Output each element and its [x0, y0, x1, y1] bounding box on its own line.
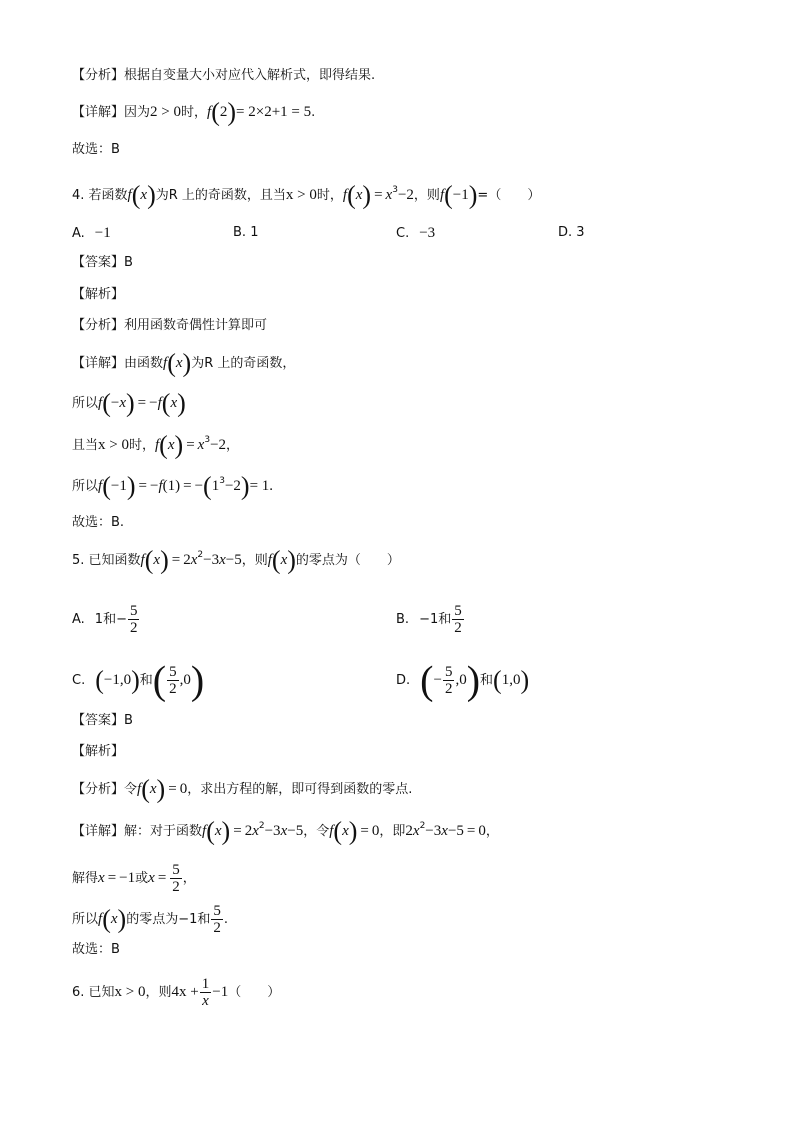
q5-detail: 【详解】解：对于函数$f(x) = 2x^2-3x-5$，令f(x) = 0，即$2x^2-3x-5 = 0$， [72, 816, 499, 846]
detail-tag: 【详解】 [72, 105, 125, 120]
q3-end: . [311, 105, 316, 120]
q4-option-c: C. −3 [396, 225, 436, 241]
q4-stem-prefix: 4. 若函数 [72, 188, 128, 203]
q3-time: 时， [181, 105, 208, 120]
q3-analysis [72, 66, 375, 86]
q5-option-a: A. 1和− $\frac{5}{2}$ [72, 603, 138, 636]
q4-step-2: 且当x > 0时，$f(x) = x^3-2$， [72, 430, 240, 460]
q4-option-d: D. 3 [558, 225, 585, 240]
q4-step-1: 所以f(−x) = −f(x) [72, 388, 186, 418]
q5-analysis: 【分析】令f(x) = 0，求出方程的解，即可得到函数的零点. [72, 774, 413, 804]
q3-detail-prefix: 因为 [124, 105, 151, 120]
q5-explanation-tag: 【解析】 [72, 744, 125, 759]
q4-blank: =（ ） [477, 188, 541, 203]
q3-detail: 【详解】因为2 > 0时，f(2)= 2×2+1 = 5. [72, 97, 316, 127]
q4-step-3: 所以$f(-1) = -f(1) = -(1^3-2)= 1$. [72, 471, 274, 501]
q4-stem: 4. 若函数f(x)为R 上的奇函数，且当x > 0时，$f(x) = x^3-2$，则f(−1)=（ ） [72, 180, 541, 210]
q5-solve: 解得x = −1或x = $\frac{5}{2}$ ， [72, 862, 196, 895]
q4-eq-rhs: −2 [397, 187, 414, 203]
q4-option-b: B. 1 [233, 225, 259, 240]
analysis-tag: 【分析】 [72, 68, 125, 83]
q5-conclusion: 所以f(x)的零点为−1和 $\frac{5}{2}$ . [72, 903, 229, 936]
q5-option-d: D. (− $\frac{5}{2}$ ,0)和(1,0) [396, 657, 530, 703]
q4-stem-tail: ，则 [413, 188, 440, 203]
q4-cond: x > 0 [285, 187, 317, 203]
q4-explanation-tag: 【解析】 [72, 287, 125, 302]
q4-analysis: 【分析】利用函数奇偶性计算即可 [72, 318, 268, 333]
q4-option-a: A. −1 [72, 225, 111, 241]
q4-detail: 【详解】由函数f(x)为R 上的奇函数， [72, 348, 296, 378]
q3-choice: 故选：B [72, 142, 120, 157]
q4-stem-mid: 为R 上的奇函数，且当 [155, 188, 286, 203]
q3-analysis-text: 根据自变量大小对应代入解析式，即得结果. [124, 68, 376, 83]
q5-choice: 故选：B [72, 942, 120, 957]
q3-eq: = 2×2+1 = 5 [236, 104, 312, 120]
q6-stem: 6. 已知x > 0，则4x + $\frac{1}{x}$ −1（ ） [72, 976, 281, 1009]
q5-option-c: C. (−1,0)和( $\frac{5}{2}$ ,0) [72, 657, 205, 703]
q5-answer: 【答案】B [72, 713, 133, 728]
q5-option-b: B. −1和 $\frac{5}{2}$ [396, 603, 462, 636]
q4-answer: 【答案】B [72, 255, 133, 270]
q5-stem: 5. 已知函数$f(x) = 2x^2-3x-5$，则f(x)的零点为（ ） [72, 545, 400, 575]
q4-choice: 故选：B. [72, 515, 125, 530]
q4-time: 时， [316, 188, 343, 203]
q3-cond: 2 > 0 [150, 104, 181, 120]
